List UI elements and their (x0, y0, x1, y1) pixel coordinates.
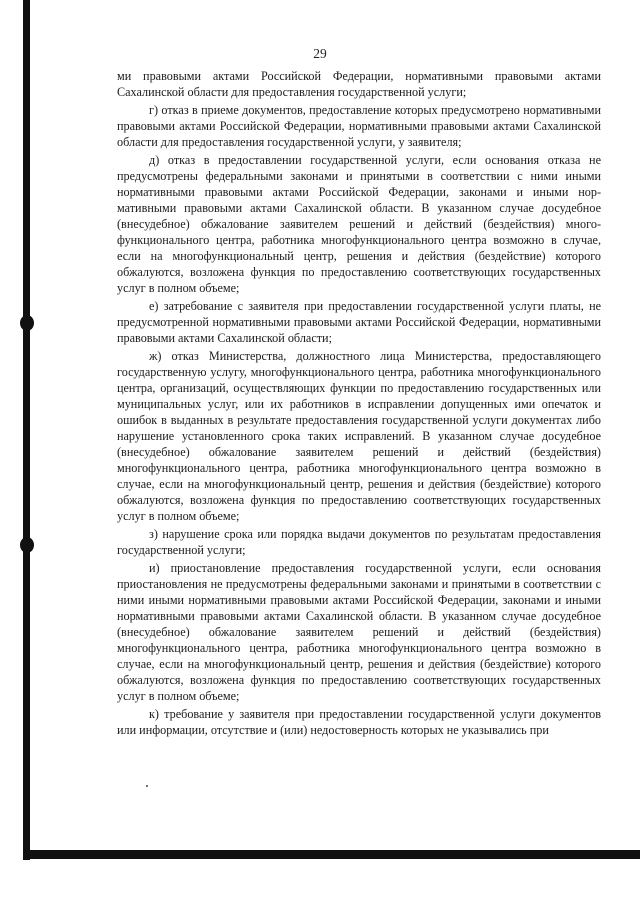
paragraph-item-g: г) отказ в приеме документов, предоставление которых предусмотрено нормативными правовыми актами Российской Федерации, нормативными правовыми актами Сахалинской области для предоставления государственной услуги, у заявителя; (117, 103, 601, 149)
paragraph-item-i: и) приостановление предоставления государственной услуги, если основания приостановления не предусмотрены федеральными законами и принятыми в соответствии с ними иными нормативными правовыми актами Российской Федерации, законами и иными нормативными правовыми актами Сахалинской области. В указанном случае досудебное (внесудебное) обжалование заявителем решений и действий (бездействия) многофункционального центра, работника многофункционального центра возможно в случае, если на многофункциональный центр, решения и действия (бездействие) которого обжалуются, возложена функция по предоставлению соответствующих государственных услуг в полном объеме; (117, 561, 601, 703)
scan-binding-edge (23, 0, 30, 860)
punch-hole-mark (20, 537, 34, 553)
scan-speck (146, 785, 148, 787)
paragraph-item-d: д) отказ в предоставлении государственной услуги, если основания отказа не предусмотрены федеральными законами и принятыми в соответствии с ними иными нормативными правовыми актами Российской Федерации, законами и иными нормативными правовыми актами Сахалинской области. В указанном случае досудебное (внесудебное) обжалование заявителем решений и действий (бездействия) многофункционального центра, работника многофункционального центра возможно в случае, если на многофункциональный центр, решения и действия (бездействие) которого обжалуются, возложена функция по предоставлению соответствующих государственных услуг в полном объеме; (117, 153, 601, 295)
document-body (117, 68, 601, 740)
page-number: 29 (313, 46, 327, 61)
paragraph-item-zh: ж) отказ Министерства, должностного лица Министерства, предоставляющего государственную услугу, многофункционального центра, работника многофункционального центра, организаций, осуществляющих функции по предоставлению государственных или муниципальных услуг, или их работников в исправлении допущенных ими опечаток и ошибок в выданных в результате предоставления государственной услуги документах либо нарушение установленного срока таких исправлений. В указанном случае досудебное (внесудебное) обжалование заявителем решений и действий (бездействия) многофункционального центра, работника многофункционального центра возможно в случае, если на многофункциональный центр, решения и действия (бездействие) которого обжалуются, возложена функция по предоставлению соответствующих государственных услуг в полном объеме; (117, 349, 601, 523)
paragraph-continuation: ми правовыми актами Российской Федерации, нормативными правовыми актами Сахалинской области для предоставления государственной услуги; (117, 69, 601, 99)
paragraph-item-e: е) затребование с заявителя при предоставлении государственной услуги платы, не предусмотренной нормативными правовыми актами Российской Федерации, нормативными правовыми актами Сахалинской области; (117, 299, 601, 345)
punch-hole-mark (20, 315, 34, 331)
scan-bottom-edge (23, 850, 640, 859)
paragraph-item-z: з) нарушение срока или порядка выдачи документов по результатам предоставления государственной услуги; (117, 527, 601, 557)
paragraph-item-k: к) требование у заявителя при предоставлении государственной услуги документов или информации, отсутствие и (или) недостоверность которых не указывались при (117, 707, 601, 737)
